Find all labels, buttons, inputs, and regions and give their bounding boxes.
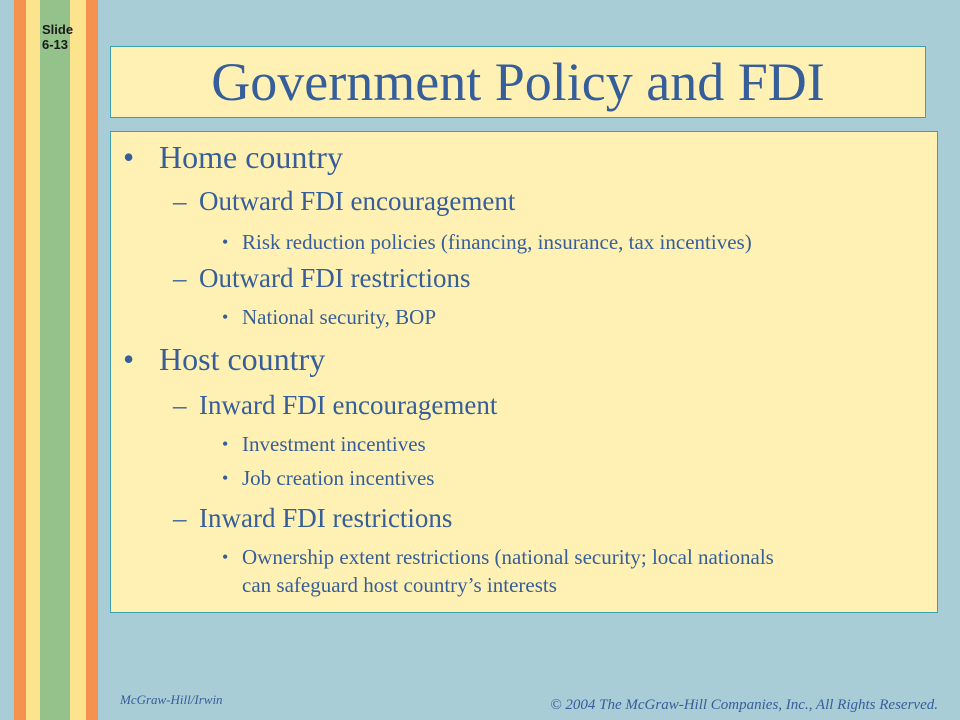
sub-bullet-inward-encouragement: [173, 389, 498, 421]
small-bullet-marker: •: [222, 232, 229, 252]
small-bullet-marker: •: [222, 434, 229, 454]
bullet-marker: •: [123, 139, 135, 175]
decorative-stripe-green: [40, 0, 70, 720]
detail-text: National security, BOP: [242, 305, 437, 329]
small-bullet-marker: •: [222, 307, 229, 327]
detail-text: Risk reduction policies (financing, insurance, tax incentives): [242, 230, 752, 254]
sub-bullet-text: Outward FDI restrictions: [199, 263, 471, 293]
detail-ownership-extent-restrictions-continued: [242, 572, 557, 598]
content-box: [110, 131, 938, 613]
sub-bullet-outward-restrictions: [173, 262, 471, 294]
bullet-home-country: [123, 139, 343, 175]
detail-risk-reduction: [222, 229, 752, 255]
detail-text: Job creation incentives: [242, 466, 435, 490]
sub-bullet-text: Outward FDI encouragement: [199, 186, 516, 216]
sub-bullet-text: Inward FDI encouragement: [199, 390, 498, 420]
bullet-text: Home country: [159, 139, 343, 175]
dash-marker: –: [173, 503, 187, 533]
bullet-host-country: [123, 341, 326, 377]
bullet-marker: •: [123, 341, 135, 377]
decorative-stripe-yellow: [70, 0, 86, 720]
decorative-stripe-yellow: [26, 0, 40, 720]
detail-national-security: [222, 304, 437, 330]
title-box: [110, 46, 926, 118]
slide-title: Government Policy and FDI: [211, 52, 825, 112]
small-bullet-marker: •: [222, 468, 229, 488]
sub-bullet-outward-encouragement: [173, 185, 516, 217]
bullet-text: Host country: [159, 341, 326, 377]
footer-copyright: © 2004 The McGraw-Hill Companies, Inc., All Rights Reserved.: [550, 697, 938, 713]
detail-ownership-extent-restrictions: [222, 544, 774, 570]
decorative-stripe-orange: [86, 0, 98, 720]
dash-marker: –: [173, 263, 187, 293]
footer-publisher: McGraw-Hill/Irwin: [120, 692, 223, 707]
detail-text-line-1: Ownership extent restrictions (national security; local nationals: [242, 545, 774, 569]
slide-label: Slide: [42, 22, 74, 37]
slide-number: [42, 22, 73, 52]
sub-bullet-inward-restrictions: [173, 502, 453, 534]
detail-text-line-2: can safeguard host country’s interests: [242, 573, 557, 597]
dash-marker: –: [173, 390, 187, 420]
detail-text: Investment incentives: [242, 432, 426, 456]
sub-bullet-text: Inward FDI restrictions: [199, 503, 453, 533]
small-bullet-marker: •: [222, 547, 229, 567]
detail-investment-incentives: [222, 431, 426, 457]
slide-number-value: 6-13: [42, 37, 69, 52]
dash-marker: –: [173, 186, 187, 216]
detail-job-creation-incentives: [222, 465, 435, 491]
decorative-stripe-orange: [14, 0, 26, 720]
